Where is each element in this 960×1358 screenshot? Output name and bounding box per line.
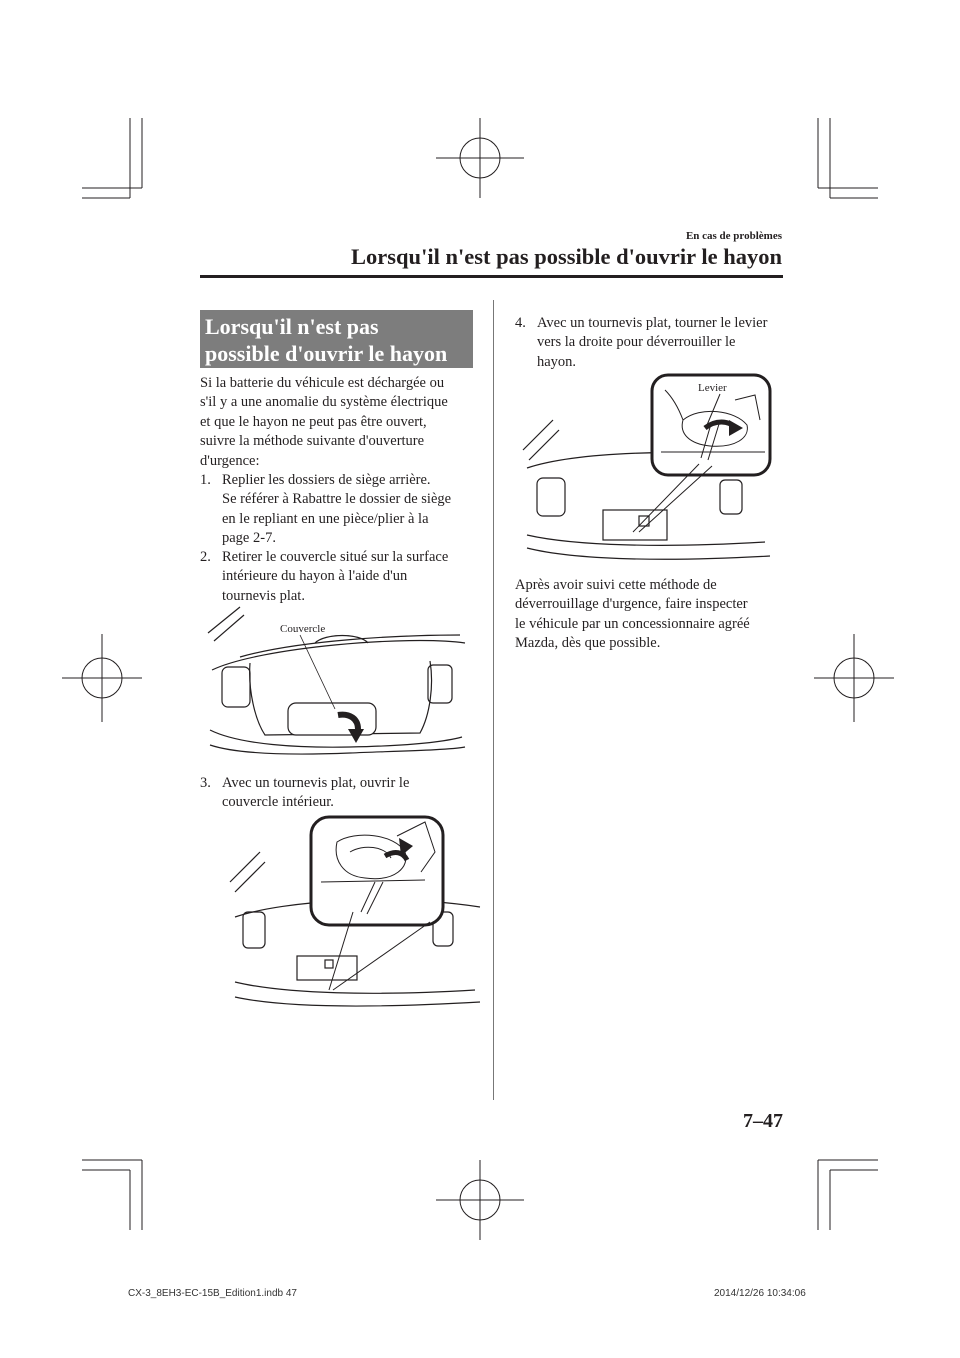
step-line: en le repliant en une pièce/plier à la: [222, 510, 429, 527]
intro-line: Si la batterie du véhicule est déchargée ou: [200, 375, 445, 391]
lever-callout-label: Levier: [698, 382, 727, 394]
step-number: 4.: [515, 315, 526, 331]
step-line: intérieure du hayon à l'aide d'un: [222, 568, 408, 585]
step-number: 2.: [200, 549, 211, 565]
header-rule: [200, 275, 783, 278]
step-number: 1.: [200, 472, 211, 488]
closing-line: Après avoir suivi cette méthode de: [515, 577, 717, 593]
footer-timestamp: 2014/12/26 10:34:06: [714, 1288, 806, 1299]
closing-line: le véhicule par un concessionnaire agréé: [515, 615, 750, 632]
step-line: Avec un tournevis plat, tourner le levier: [537, 315, 768, 331]
closing-line: Mazda, dès que possible.: [515, 635, 661, 652]
step-line: hayon.: [537, 353, 577, 370]
step-1: [200, 471, 490, 551]
figure-lever: [515, 370, 775, 570]
footer-file-name: CX-3_8EH3-EC-15B_Edition1.indb 47: [128, 1288, 297, 1299]
figure-cover-removal: [200, 605, 480, 765]
step-3: [200, 774, 490, 814]
intro-line: et que le hayon ne peut pas être ouvert,: [200, 413, 427, 430]
cover-callout-label: Couvercle: [280, 623, 326, 635]
inner-cover-illustration: [225, 812, 485, 1022]
step-line: vers la droite pour déverrouiller le: [537, 334, 736, 351]
running-header-section: En cas de problèmes: [685, 230, 782, 242]
step-line: Se référer à Rabattre le dossier de siège: [222, 491, 452, 508]
intro-paragraph: [200, 374, 480, 471]
cover-removal-illustration: [200, 605, 480, 765]
closing-paragraph: [515, 576, 795, 654]
step-line: couvercle intérieur.: [222, 794, 334, 811]
lever-illustration: [515, 370, 775, 570]
step-number: 3.: [200, 775, 211, 791]
step-line: Replier les dossiers de siège arrière.: [222, 472, 431, 488]
intro-line: s'il y a une anomalie du système électrique: [200, 394, 448, 411]
step-line: Avec un tournevis plat, ouvrir le: [222, 775, 410, 791]
step-2: [200, 548, 490, 608]
closing-line: déverrouillage d'urgence, faire inspecter: [515, 596, 748, 613]
page-number: 7–47: [743, 1110, 783, 1132]
section-heading-line-1: Lorsqu'il n'est pas: [205, 314, 379, 339]
step-line: Retirer le couvercle situé sur la surface: [222, 549, 449, 565]
intro-line: suivre la méthode suivante d'ouverture: [200, 433, 425, 450]
intro-line: d'urgence:: [200, 452, 260, 469]
column-divider: [493, 300, 494, 1100]
step-4: [515, 314, 805, 374]
step-line: page 2-7.: [222, 530, 276, 547]
figure-inner-cover: [225, 812, 485, 1022]
running-header-title: Lorsqu'il n'est pas possible d'ouvrir le hayon: [351, 244, 782, 269]
section-heading-line-2: possible d'ouvrir le hayon: [205, 341, 448, 366]
step-line: tournevis plat.: [222, 587, 305, 604]
section-heading: [200, 310, 473, 368]
